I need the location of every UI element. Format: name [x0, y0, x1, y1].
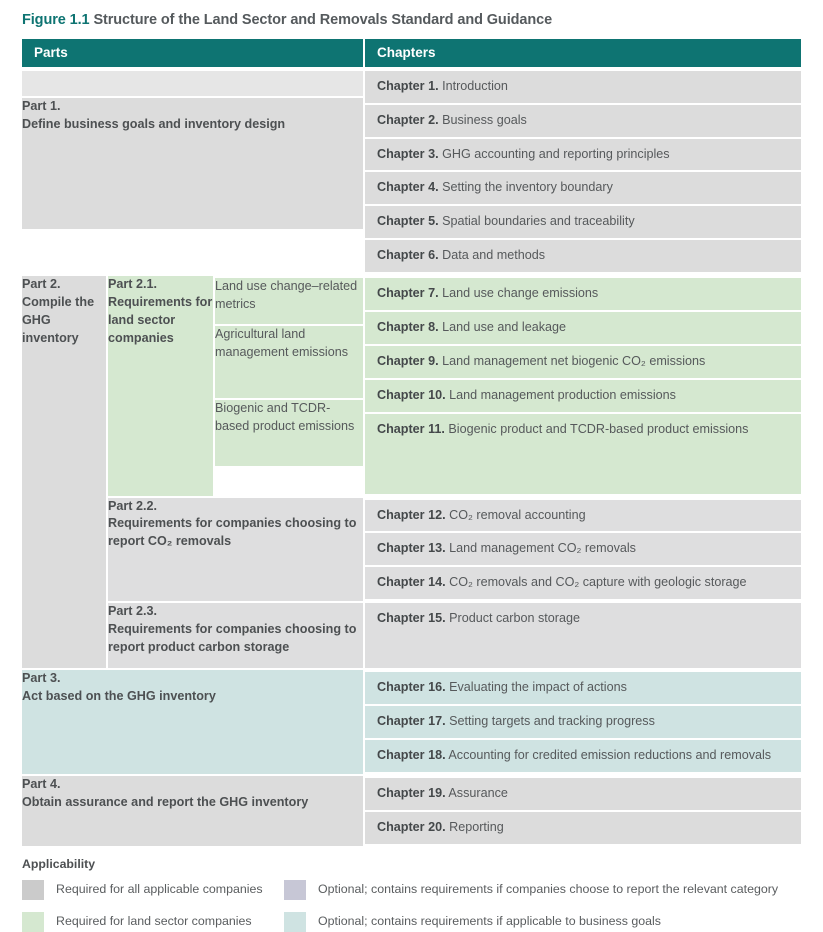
table-row: [365, 414, 801, 494]
chapter-row-18: [365, 740, 801, 772]
chapter-row-16: [365, 672, 801, 704]
part1-chapters-cell: [365, 69, 801, 274]
legend-item-green: [22, 912, 284, 932]
part2-2-chapter-stack: [365, 498, 801, 602]
chapter-number: Chapter 14.: [377, 575, 446, 590]
table-row: [365, 312, 801, 344]
chapter-title: Land management CO₂ removals: [449, 541, 636, 556]
part2-label: Part 2.: [22, 277, 61, 292]
part1-block-row: [22, 69, 801, 274]
page-title: [22, 0, 801, 39]
part2-2-label-cell: [108, 498, 363, 602]
part2-description: Compile the GHG inventory: [22, 294, 95, 345]
part1-label: Part 1.: [22, 98, 61, 113]
chapter-title: Land use and leakage: [442, 319, 567, 334]
column-header-parts: Parts: [22, 39, 363, 69]
chapter-row-7: [365, 278, 801, 310]
chapter-number: Chapter 16.: [377, 680, 446, 695]
part1-chapter-stack: [365, 69, 801, 274]
part4-block-row: [22, 776, 801, 846]
part2-1-chapter-stack: [365, 276, 801, 496]
legend-item-purple: [284, 880, 801, 900]
chapter-row-11: [365, 414, 801, 494]
table-row: [365, 706, 801, 738]
topic-land-use-change: Land use change–related metrics: [215, 278, 363, 324]
legend-label-purple: Optional; contains requirements if companies choose to report the relevant category: [318, 882, 779, 897]
chapter-title: Biogenic product and TCDR-based product emissions: [448, 421, 749, 436]
part2-2-description: Requirements for companies choosing to report CO₂ removals: [108, 516, 357, 549]
chapter-title: Reporting: [449, 819, 504, 834]
part2-2-block: [108, 498, 801, 602]
chapter-number: Chapter 20.: [377, 819, 446, 834]
part2-3-row: [108, 603, 801, 668]
chapter-number: Chapter 6.: [377, 248, 439, 263]
chapter-row-13: [365, 533, 801, 565]
part2-block-row: [22, 276, 801, 668]
legend-item-teal: [284, 912, 801, 932]
column-header-chapters: Chapters: [365, 39, 801, 69]
legend-label-gray: Required for all applicable companies: [56, 882, 263, 897]
chapter-row-20: [365, 812, 801, 844]
chapter-number: Chapter 8.: [377, 319, 439, 334]
applicability-legend: [22, 857, 801, 932]
chapter-title: Introduction: [442, 78, 508, 93]
chapter-title: Setting targets and tracking progress: [449, 714, 655, 729]
chapter-number: Chapter 12.: [377, 507, 446, 522]
table-row: [365, 500, 801, 532]
table-header-row: [22, 39, 801, 69]
legend-swatch-teal-icon: [284, 912, 306, 932]
chapter-title: Setting the inventory boundary: [442, 180, 613, 195]
table-row: [365, 278, 801, 310]
part4-description: Obtain assurance and report the GHG inventory: [22, 794, 309, 809]
table-row: [365, 240, 801, 272]
table-row: [215, 400, 363, 466]
chapter-number: Chapter 13.: [377, 541, 446, 556]
legend-swatch-green-icon: [22, 912, 44, 932]
part2-2-label: Part 2.2.: [108, 498, 158, 513]
chapter-title: Product carbon storage: [449, 611, 581, 626]
chapter-row-9: [365, 346, 801, 378]
part3-block-row: [22, 670, 801, 774]
chapter-number: Chapter 3.: [377, 146, 439, 161]
chapter-number: Chapter 18.: [377, 747, 446, 762]
part2-1-topics-cell: [215, 276, 363, 496]
figure-number: Figure 1.1: [22, 12, 90, 28]
table-row: [365, 105, 801, 137]
part1-parts-stack: [22, 69, 363, 231]
part4-chapter-stack: [365, 776, 801, 846]
chapter-number: Chapter 1.: [377, 78, 439, 93]
part3-label-cell: [22, 670, 363, 774]
chapter-number: Chapter 19.: [377, 785, 446, 800]
legend-label-green: Required for land sector companies: [56, 914, 252, 929]
chapter-title: Land use change emissions: [442, 286, 599, 301]
chapter-row-1: [365, 71, 801, 103]
legend-label-teal: Optional; contains requirements if applicable to business goals: [318, 914, 662, 929]
chapter-number: Chapter 4.: [377, 180, 439, 195]
chapter-number: Chapter 7.: [377, 286, 439, 301]
part1-empty-cell: [22, 71, 363, 96]
part2-1-chapters-cell: [365, 276, 801, 496]
chapter-title: Business goals: [442, 112, 527, 127]
figure-title-text: Structure of the Land Sector and Removals Standard and Guidance: [93, 12, 553, 28]
chapter-row-6: [365, 240, 801, 272]
part3-label: Part 3.: [22, 671, 61, 686]
chapter-title: CO₂ removals and CO₂ capture with geologic storage: [449, 575, 747, 590]
part2-3-description: Requirements for companies choosing to report product carbon storage: [108, 622, 357, 654]
part2-2-chapters-cell: [365, 498, 801, 602]
chapter-title: Data and methods: [442, 248, 546, 263]
topic-biogenic-tcdr: Biogenic and TCDR-based product emissions: [215, 400, 363, 466]
chapter-title: Accounting for credited emission reductions and removals: [448, 747, 772, 762]
part2-3-label-cell: [108, 603, 363, 668]
chapter-row-10: [365, 380, 801, 412]
legend-item-gray: [22, 880, 284, 900]
table-row: [365, 567, 801, 599]
chapter-number: Chapter 10.: [377, 387, 446, 402]
chapter-number: Chapter 2.: [377, 112, 439, 127]
chapter-row-5: [365, 206, 801, 238]
chapter-row-3: [365, 139, 801, 171]
part2-1-row: [108, 276, 801, 496]
chapter-number: Chapter 17.: [377, 714, 446, 729]
legend-title: Applicability: [22, 856, 96, 871]
table-row: [365, 812, 801, 844]
legend-grid: [22, 880, 801, 932]
chapter-title: CO₂ removal accounting: [449, 507, 586, 522]
part1-label-row: [22, 98, 363, 229]
part4-chapters-cell: [365, 776, 801, 846]
chapter-row-12: [365, 500, 801, 532]
topic-agricultural-land-management: Agricultural land management emissions: [215, 326, 363, 398]
part3-chapters-cell: [365, 670, 801, 774]
part3-description: Act based on the GHG inventory: [22, 689, 216, 704]
part2-1-description: Requirements for land sector companies: [108, 294, 213, 345]
chapter-row-19: [365, 778, 801, 810]
part2-3-label: Part 2.3.: [108, 604, 158, 619]
chapter-number: Chapter 9.: [377, 353, 439, 368]
table-row: [215, 326, 363, 398]
part1-empty-row: [22, 71, 363, 96]
chapter-title: Spatial boundaries and traceability: [442, 214, 635, 229]
chapter-row-17: [365, 706, 801, 738]
chapter-title: GHG accounting and reporting principles: [442, 146, 670, 161]
part4-label-cell: [22, 776, 363, 846]
legend-swatch-gray-icon: [22, 880, 44, 900]
part1-description: Define business goals and inventory design: [22, 116, 286, 131]
part2-1-label-cell: [108, 276, 213, 496]
part4-label: Part 4.: [22, 776, 61, 791]
chapter-number: Chapter 11.: [377, 421, 445, 436]
chapter-row-4: [365, 172, 801, 204]
chapter-title: Land management production emissions: [449, 387, 676, 402]
part2-label-cell: [22, 276, 106, 668]
table-row: [365, 672, 801, 704]
chapter-title: Land management net biogenic CO₂ emissions: [442, 353, 706, 368]
table-row: [365, 740, 801, 772]
legend-swatch-purple-icon: [284, 880, 306, 900]
table-row: [365, 380, 801, 412]
chapter-row-8: [365, 312, 801, 344]
table-row: [365, 139, 801, 171]
table-row: [365, 533, 801, 565]
structure-table: [22, 39, 801, 846]
part3-chapter-stack: [365, 670, 801, 774]
chapter-title: Assurance: [448, 785, 508, 800]
chapter-row-14: [365, 567, 801, 599]
table-row: [365, 778, 801, 810]
part2-3-block: [108, 603, 801, 668]
part2-1-topic-stack: [215, 276, 363, 468]
chapter-row-15: [365, 603, 801, 668]
chapter-title: Evaluating the impact of actions: [449, 680, 627, 695]
part1-parts-cell-wrapper: [22, 69, 363, 274]
table-row: [365, 346, 801, 378]
chapter-number: Chapter 15.: [377, 611, 446, 626]
table-row: [365, 206, 801, 238]
chapter-row-2: [365, 105, 801, 137]
table-row: [365, 172, 801, 204]
chapter-number: Chapter 5.: [377, 214, 439, 229]
table-row: [215, 278, 363, 324]
part2-subblocks: [108, 276, 801, 668]
table-row: [365, 71, 801, 103]
part2-1-block: [108, 276, 801, 496]
part2-2-row: [108, 498, 801, 602]
part1-label-cell: [22, 98, 363, 229]
part2-1-label: Part 2.1.: [108, 277, 158, 292]
